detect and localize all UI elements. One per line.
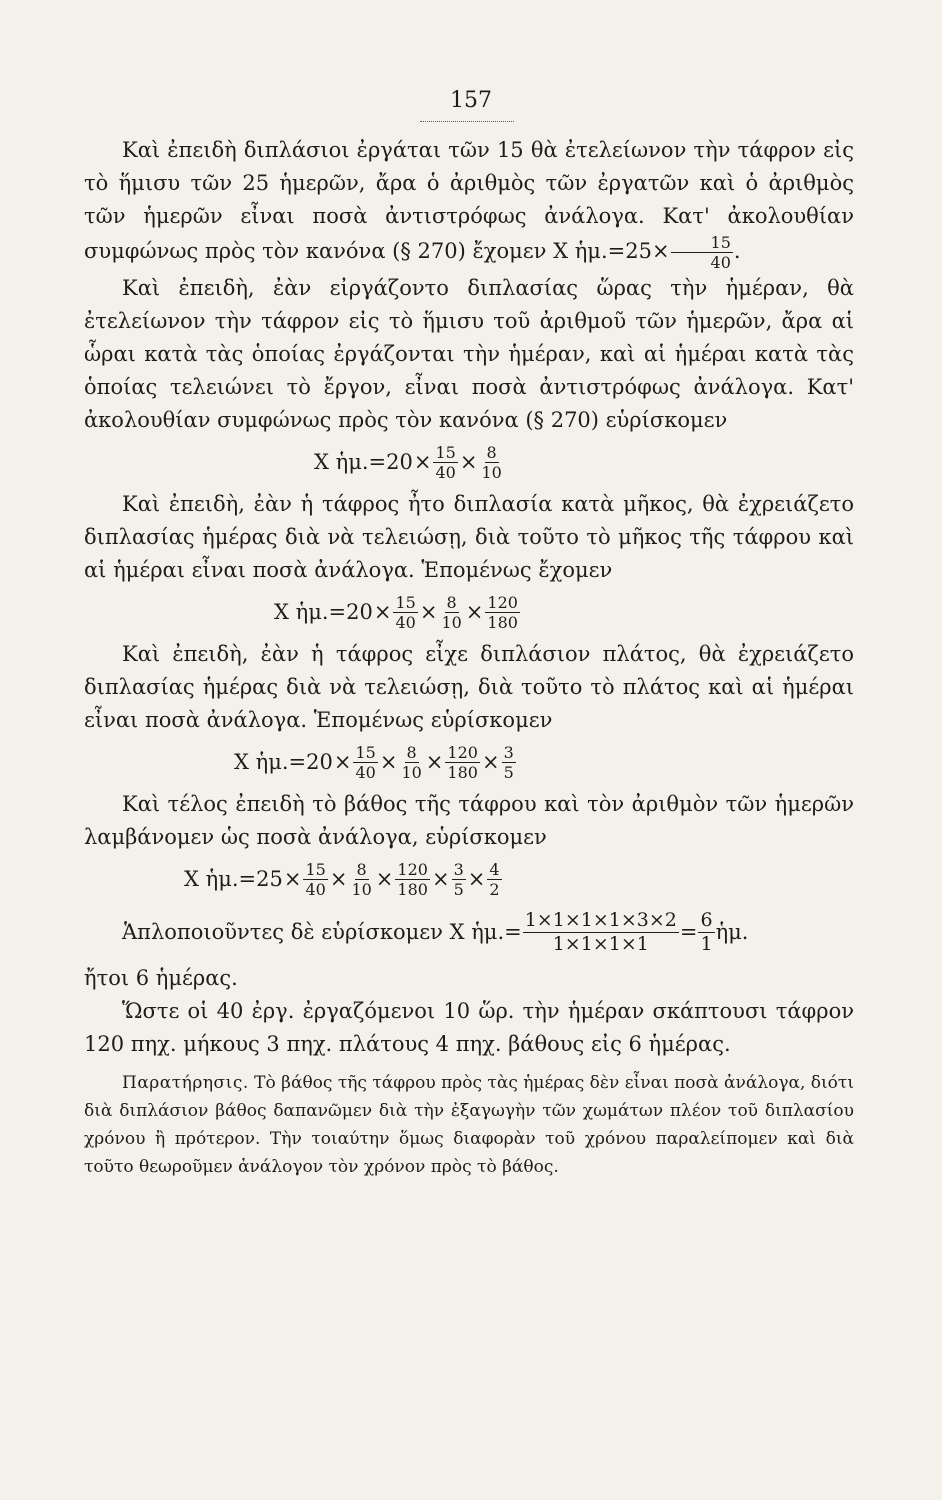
footnote — [84, 1069, 854, 1181]
formula-lhs: Χ ἡμ.=20 — [314, 450, 413, 474]
fraction-numerator: 15 — [355, 743, 376, 762]
times-sign: × — [431, 867, 450, 891]
fraction-numerator: 3 — [453, 860, 464, 879]
fraction-numerator: 3 — [503, 743, 514, 762]
page-number-rule — [420, 121, 514, 122]
fraction-denominator: 180 — [487, 613, 518, 632]
fraction-denominator: 2 — [489, 880, 500, 899]
fraction — [445, 743, 480, 782]
formula-lhs: Χ ἡμ.=25 — [184, 867, 283, 891]
formula-4 — [184, 860, 854, 899]
times-sign: × — [379, 750, 398, 774]
formula-3 — [234, 743, 854, 782]
fraction-numerator: 15 — [395, 593, 416, 612]
paragraph-5: Καὶ τέλος ἐπειδὴ τὸ βάθος τῆς τάφρου καὶ τὸν ἀριθμὸν τῶν ἡμερῶν λαμβάνομεν ὡς ποσὰ ἀνάλογα, εὑρίσκομεν — [84, 792, 854, 849]
fraction — [393, 593, 417, 632]
fraction — [349, 860, 373, 899]
simplification-text: Ἁπλοποιοῦντες δὲ εὑρίσκομεν Χ ἡμ.= — [122, 920, 522, 944]
times-sign: × — [425, 750, 444, 774]
times-sign: × — [465, 600, 484, 624]
fraction — [303, 860, 327, 899]
fraction-denominator: 40 — [710, 253, 731, 272]
paragraph-1 — [84, 134, 854, 272]
fraction-denominator: 10 — [481, 463, 502, 482]
fraction-numerator: 4 — [489, 860, 500, 879]
footnote-title: Παρατήρησις. — [122, 1073, 249, 1093]
fraction — [439, 593, 463, 632]
fraction — [523, 909, 679, 956]
fraction-denominator: 10 — [401, 763, 422, 782]
fraction — [395, 860, 430, 899]
paragraph-4: Καὶ ἐπειδὴ, ἐὰν ἡ τάφρος εἶχε διπλάσιον πλάτος, θὰ ἐχρειάζετο διπλασίας ἡμέρας διὰ νὰ τελειώσῃ, διὰ τοῦτο τὸ πλάτος καὶ αἱ ἡμέραι εἶναι ποσὰ ἀνάλογα. Ἑπομένως εὑρίσκομεν — [84, 642, 854, 732]
footnote-text: Τὸ βάθος τῆς τάφρου πρὸς τὰς ἡμέρας δὲν εἶναι ποσὰ ἀνάλογα, διότι διὰ διπλάσιον βάθος δαπανῶμεν διὰ τὴν ἐξαγωγὴν τῶν χωμάτων πλέον τοῦ διπλασίου χρόνου ἢ πρότερον. Τὴν τοιαύτην ὅμως διαφορὰν τοῦ χρόνου παραλείπομεν καὶ διὰ τοῦτο θεωροῦμεν ἀνάλογον τὸν χρόνον πρὸς τὸ βάθος. — [84, 1073, 854, 1177]
paragraph-2: Καὶ ἐπειδὴ, ἐὰν εἰργάζοντο διπλασίας ὥρας τὴν ἡμέραν, θὰ ἐτελείωνον τὴν τάφρον εἰς τὸ ἥμισυ τοῦ ἀριθμοῦ τῶν ἡμερῶν, ἄρα αἱ ὧραι κατὰ τὰς ὁποίας ἐργάζονται τὴν ἡμέραν, καὶ αἱ ἡμέραι κατὰ τὰς ὁποίας τελειώνει τὸ ἔργον, εἶναι ποσὰ ἀντιστρόφως ἀνάλογα. Κατ' ἀκολουθίαν συμφώνως πρὸς τὸν κανόνα (§ 270) εὑρίσκομεν — [84, 276, 854, 432]
times-sign: × — [481, 750, 500, 774]
fraction-denominator: 40 — [305, 880, 326, 899]
times-sign: × — [283, 867, 302, 891]
paragraph-7: Ὥστε οἱ 40 ἐργ. ἐργαζόμενοι 10 ὥρ. τὴν ἡμέραν σκάπτουσι τάφρον 120 πηχ. μήκους 3 πηχ. πλάτους 4 πηχ. βάθους εἰς 6 ἡμέρας. — [84, 999, 854, 1056]
fraction-denominator: 10 — [351, 880, 372, 899]
fraction-denominator: 10 — [441, 613, 462, 632]
page-content — [84, 134, 854, 1181]
fraction — [502, 743, 516, 782]
fraction — [433, 443, 457, 482]
times-sign: × — [459, 450, 478, 474]
fraction — [452, 860, 466, 899]
times-sign: × — [329, 867, 348, 891]
fraction-numerator: 120 — [487, 593, 518, 612]
times-sign: × — [467, 867, 486, 891]
fraction — [487, 860, 501, 899]
times-sign: × — [373, 600, 392, 624]
formula-lhs: Χ ἡμ.=20 — [274, 600, 373, 624]
paragraph-3: Καὶ ἐπειδὴ, ἐὰν ἡ τάφρος ἦτο διπλασία κατὰ μῆκος, θὰ ἐχρειάζετο διπλασίας ἡμέρας διὰ νὰ τελειώσῃ, διὰ τοῦτο τὸ μῆκος τῆς τάφρου καὶ αἱ ἡμέραι εἶναι ποσὰ ἀνάλογα. Ἑπομένως ἔχομεν — [84, 492, 854, 582]
fraction-numerator: 8 — [406, 743, 417, 762]
fraction-numerator: 6 — [700, 909, 713, 931]
fraction — [399, 743, 423, 782]
fraction-numerator: 120 — [447, 743, 478, 762]
formula-lhs: Χ ἡμ.=20 — [234, 750, 333, 774]
fraction-denominator: 1 — [700, 933, 713, 955]
fraction-numerator: 120 — [397, 860, 428, 879]
formula-1 — [314, 443, 854, 482]
fraction — [698, 909, 714, 956]
fraction — [479, 443, 503, 482]
fraction — [485, 593, 520, 632]
fraction-numerator: 8 — [486, 443, 497, 462]
times-sign: × — [333, 750, 352, 774]
fraction-denominator: 180 — [447, 763, 478, 782]
times-sign: × — [375, 867, 394, 891]
fraction-numerator: 15 — [435, 443, 456, 462]
paragraph-6: ἤτοι 6 ἡμέρας. — [84, 966, 238, 990]
paragraph-1-text: Καὶ ἐπειδὴ διπλάσιοι ἐργάται τῶν 15 θὰ ἐτελείωνον τὴν τάφρον εἰς τὸ ἥμισυ τῶν 25 ἡμερῶν, ἄρα ὁ ἀριθμὸς τῶν ἐργατῶν καὶ ὁ ἀριθμὸς τῶν ἡμερῶν εἶναι ποσὰ ἀντιστρόφως ἀνάλογα. Κατ' ἀκολουθίαν συμφώνως πρὸς τὸν κανόνα (§ 270) ἔχομεν Χ ἡμ.=25× — [84, 138, 854, 263]
times-sign: × — [419, 600, 438, 624]
simplification-line — [122, 909, 854, 956]
equals-sign: = — [679, 920, 698, 944]
fraction-denominator: 180 — [397, 880, 428, 899]
fraction — [353, 743, 377, 782]
unit-label: ἡμ. — [715, 920, 749, 944]
fraction-numerator: 15 — [671, 233, 733, 253]
page-number: 157 — [450, 88, 492, 113]
formula-2 — [274, 593, 854, 632]
fraction-denominator: 40 — [395, 613, 416, 632]
fraction-numerator: 8 — [356, 860, 367, 879]
fraction-denominator: 1×1×1×1 — [552, 933, 649, 955]
fraction-numerator: 8 — [446, 593, 457, 612]
fraction-denominator: 5 — [503, 763, 514, 782]
times-sign: × — [413, 450, 432, 474]
fraction-denominator: 40 — [355, 763, 376, 782]
fraction-numerator: 1×1×1×1×3×2 — [524, 909, 677, 931]
fraction-denominator: 5 — [453, 880, 464, 899]
fraction-denominator: 40 — [435, 463, 456, 482]
fraction-numerator: 15 — [305, 860, 326, 879]
fraction — [671, 233, 733, 272]
paragraph-1-end: . — [733, 239, 741, 263]
